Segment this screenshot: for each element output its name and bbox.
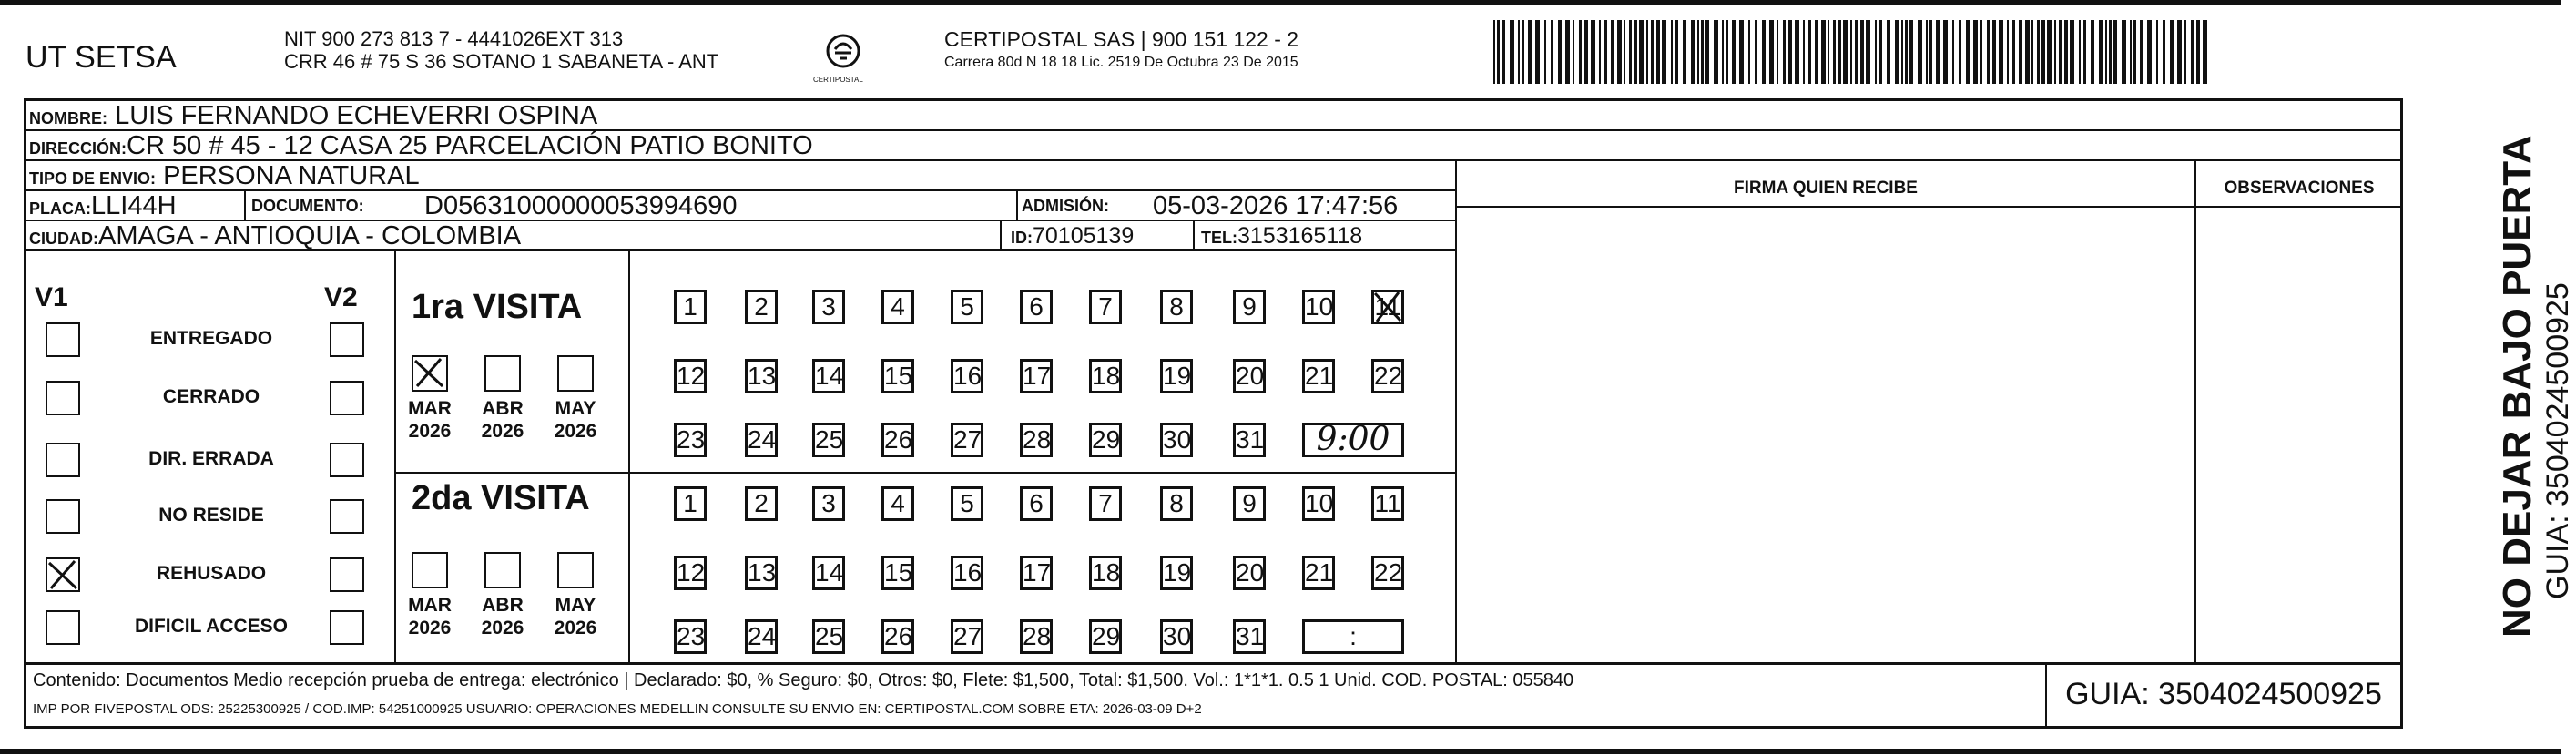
barcode-bar [2012,20,2015,84]
month-label: MAY 2026 [554,398,597,442]
month-checkbox[interactable] [412,552,448,588]
side-guia: GUIA: 3504024500925 [2540,282,2575,599]
day-box[interactable]: 21 [1302,359,1335,393]
barcode-bar [1726,20,1728,84]
day-box[interactable]: 16 [951,359,983,393]
barcode-bar [1936,20,1940,84]
day-box[interactable]: 29 [1089,619,1122,654]
barcode-bar [1528,20,1532,84]
day-box[interactable]: 7 [1089,486,1122,521]
nombre-value: LUIS FERNANDO ECHEVERRI OSPINA [115,101,598,130]
barcode-bar [1929,20,1932,84]
barcode-bar [1905,20,1908,84]
day-box[interactable]: 19 [1160,359,1193,393]
barcode-bar [1855,20,1858,84]
barcode-bar [1788,20,1792,84]
barcode-bar [1901,20,1903,84]
v1-checkbox[interactable] [46,443,80,477]
day-box[interactable]: 5 [951,290,983,324]
barcode-bar [2184,20,2186,84]
guia-number: GUIA: 3504024500925 [2045,662,2400,726]
barcode-bar [1617,20,1622,84]
barcode-bar [1966,20,1970,84]
barcode-bar [2140,20,2143,84]
day-box[interactable]: 31 [1233,619,1266,654]
barcode-bar [1502,20,1505,84]
barcode-bar [1838,20,1841,84]
barcode-bar [1795,20,1799,84]
day-box[interactable]: 22 [1371,359,1404,393]
ciudad-value: AMAGA - ANTIOQUIA - COLOMBIA [98,221,522,250]
certipostal-address: Carrera 80d N 18 18 Lic. 2519 De Octubra 23 De 2015 [944,55,1298,70]
status-label: DIFICIL ACCESO [134,616,288,637]
day-box[interactable]: 31 [1233,423,1266,457]
barcode-bar [1895,20,1899,84]
barcode-bar [2054,20,2056,84]
side-notice [2495,135,2576,638]
day-box[interactable]: 5 [951,486,983,521]
day-box[interactable]: 9 [1233,290,1266,324]
barcode-bar [1992,20,1996,84]
barcode-bar [1705,20,1709,84]
barcode-bar [1522,20,1524,84]
logo-caption: CERTIPOSTAL [813,76,863,84]
barcode-bar [1591,20,1595,84]
status-label: DIR. ERRADA [148,448,274,469]
barcode-bar [1833,20,1836,84]
barcode-bar [1624,20,1625,84]
day-box[interactable]: 23 [674,619,707,654]
day-box[interactable]: 24 [745,423,778,457]
status-label: REHUSADO [156,563,267,584]
sep [1000,221,1002,251]
visit1-title: 1ra VISITA [412,288,583,326]
day-box[interactable]: 6 [1020,290,1053,324]
barcode-bar [1611,20,1614,84]
barcode-bar [2191,20,2194,84]
day-box[interactable]: 27 [951,423,983,457]
day-box[interactable]: 10 [1302,486,1335,521]
sep [244,191,246,221]
day-box[interactable]: 27 [951,619,983,654]
barcode-bar [1843,20,1848,84]
barcode-bar [1551,20,1553,84]
sep [394,472,1455,474]
barcode-bar [2059,20,2062,84]
row-direccion: DIRECCIÓN:CR 50 # 45 - 12 CASA 25 PARCELACIÓN PATIO BONITO [24,131,2403,161]
barcode-bar [1828,20,1829,84]
barcode-bar [1821,20,1826,84]
barcode-bar [2163,20,2165,84]
day-box[interactable]: 11 [1371,290,1404,324]
barcode-bar [1651,20,1654,84]
barcode-bar [1493,20,1495,84]
barcode-bar [1656,20,1660,84]
barcode-bar [1926,20,1928,84]
status-label: NO RESIDE [158,505,264,526]
firma-header: FIRMA QUIEN RECIBE [1734,179,1918,198]
placa-value: LLI44H [91,191,177,220]
sep [1455,161,1457,662]
barcode-bar [2133,20,2136,84]
day-box[interactable]: 21 [1302,556,1335,590]
day-box[interactable]: 26 [881,423,914,457]
day-box[interactable]: 24 [745,619,778,654]
day-box[interactable]: 3 [812,486,845,521]
observaciones-header: OBSERVACIONES [2224,179,2375,198]
day-box[interactable]: 16 [951,556,983,590]
day-box[interactable]: 15 [881,556,914,590]
status-label: CERRADO [162,386,260,407]
barcode-bar [2156,20,2158,84]
day-box[interactable]: 30 [1160,423,1193,457]
barcode-bar [1815,20,1818,84]
company-name: UT SETSA [25,40,177,75]
v1-checkbox[interactable] [46,610,80,645]
day-box[interactable]: 29 [1089,423,1122,457]
barcode [1493,20,2213,84]
barcode-bar [1748,20,1750,84]
day-box[interactable]: 18 [1089,359,1122,393]
day-box[interactable]: 3 [812,290,845,324]
barcode-bar [1959,20,1961,84]
month-checkbox[interactable] [412,355,448,392]
row-placa: PLACA:LLI44H DOCUMENTO: D05631000000053994690 ADMISIÓN: 05-03-2026 17:47:56 [24,191,1456,221]
month-label: MAY 2026 [554,595,597,639]
barcode-bar [1629,20,1632,84]
barcode-bar [2037,20,2040,84]
barcode-bar [1943,20,1948,84]
v2-checkbox[interactable] [330,443,364,477]
barcode-bar [1701,20,1704,84]
barcode-bar [1762,20,1766,84]
day-box[interactable]: 12 [674,359,707,393]
barcode-bar [1918,20,1922,84]
tipo-value: PERSONA NATURAL [163,161,420,190]
day-box[interactable]: 4 [881,290,914,324]
v2-checkbox[interactable] [330,610,364,645]
barcode-bar [1646,20,1648,84]
v1-checkbox[interactable] [46,381,80,415]
day-box[interactable]: 6 [1020,486,1053,521]
barcode-bar [2196,20,2200,84]
barcode-bar [1714,20,1718,84]
barcode-bar [2147,20,2152,84]
sep [1016,191,1018,221]
day-box[interactable]: 17 [1020,556,1053,590]
barcode-bar [2113,20,2117,84]
barcode-bar [1604,20,1607,84]
time-box[interactable]: 9:00 [1302,423,1404,457]
barcode-bar [1732,20,1736,84]
no-dejar-text: NO DEJAR BAJO PUERTA [2495,135,2540,638]
barcode-bar [2019,20,2022,84]
top-rule [0,0,2561,5]
day-box[interactable]: 1 [674,290,707,324]
day-box[interactable]: 17 [1020,359,1053,393]
barcode-bar [2122,20,2126,84]
barcode-bar [1634,20,1637,84]
barcode-bar [1535,20,1540,84]
barcode-bar [2109,20,2112,84]
barcode-bar [1783,20,1786,84]
barcode-bar [1860,20,1864,84]
sep [2194,161,2196,662]
barcode-bar [2105,20,2107,84]
barcode-bar [2177,20,2182,84]
barcode-bar [2070,20,2074,84]
barcode-bar [1510,20,1514,84]
barcode-bar [1565,20,1570,84]
barcode-bar [1866,20,1870,84]
barcode-bar [1739,20,1744,84]
day-box[interactable]: 2 [745,486,778,521]
barcode-bar [1544,20,1546,84]
barcode-bar [1850,20,1852,84]
barcode-bar [1875,20,1877,84]
row-ciudad: CIUDAD:AMAGA - ANTIOQUIA - COLOMBIA ID:70105139 TEL:3153165118 [24,221,1456,251]
v1-header: V1 [35,282,68,312]
v2-checkbox[interactable] [330,322,364,357]
barcode-bar [1675,20,1678,84]
sep [1455,206,2403,208]
barcode-bar [2091,20,2094,84]
day-box[interactable]: 15 [881,359,914,393]
month-label: MAR 2026 [408,398,452,442]
status-label: ENTREGADO [149,328,273,349]
v2-header: V2 [324,282,358,312]
barcode-bar [2041,20,2045,84]
day-box[interactable]: 7 [1089,290,1122,324]
barcode-bar [2007,20,2009,84]
barcode-bar [1671,20,1673,84]
day-box[interactable]: 23 [674,423,707,457]
sep [1193,221,1195,251]
barcode-bar [1755,20,1757,84]
barcode-bar [1683,20,1686,84]
day-box[interactable]: 25 [812,619,845,654]
sep [394,251,396,662]
documento-value: D05631000000053994690 [424,191,738,220]
month-checkbox[interactable] [557,552,594,588]
barcode-bar [1697,20,1699,84]
bottom-rule [0,749,2561,754]
barcode-bar [1584,20,1588,84]
tel-value: 3153165118 [1237,223,1363,249]
barcode-bar [1497,20,1500,84]
barcode-bar [1973,20,1978,84]
row-nombre: NOMBRE: LUIS FERNANDO ECHEVERRI OSPINA [24,101,2403,131]
day-box[interactable]: 12 [674,556,707,590]
month-label: ABR 2026 [481,595,524,639]
day-box[interactable]: 11 [1371,486,1404,521]
visit2-title: 2da VISITA [412,479,590,517]
barcode-bar [1887,20,1890,84]
v1-checkbox[interactable] [46,557,80,592]
barcode-bar [1909,20,1913,84]
barcode-bar [1722,20,1724,84]
barcode-bar [2130,20,2132,84]
day-box[interactable]: 2 [745,290,778,324]
barcode-bar [1980,20,1982,84]
day-box[interactable]: 4 [881,486,914,521]
barcode-bar [1573,20,1574,84]
v1-checkbox[interactable] [46,322,80,357]
day-box[interactable]: 8 [1160,486,1193,521]
day-box[interactable]: 28 [1020,423,1053,457]
barcode-bar [1599,20,1601,84]
company-nit: NIT 900 273 813 7 - 4441026EXT 313 CRR 46 # 75 S 36 SOTANO 1 SABANETA - ANT [284,27,719,73]
month-checkbox[interactable] [557,355,594,392]
barcode-bar [1579,20,1582,84]
admision-value: 05-03-2026 17:47:56 [1153,191,1399,220]
barcode-bar [1691,20,1695,84]
sep [628,251,630,662]
day-box[interactable]: 26 [881,619,914,654]
day-box[interactable]: 28 [1020,619,1053,654]
barcode-bar [2099,20,2103,84]
barcode-bar [2203,20,2207,84]
month-label: MAR 2026 [408,595,452,639]
barcode-bar [1558,20,1562,84]
month-checkbox[interactable] [484,552,521,588]
day-box[interactable]: 1 [674,486,707,521]
barcode-bar [2079,20,2081,84]
row-tipo: TIPO DE ENVIO: PERSONA NATURAL [24,161,1456,191]
day-box[interactable]: 25 [812,423,845,457]
direccion-value: CR 50 # 45 - 12 CASA 25 PARCELACIÓN PATIO BONITO [127,131,813,160]
day-box[interactable]: 14 [812,359,845,393]
barcode-bar [2031,20,2033,84]
day-box[interactable]: 18 [1089,556,1122,590]
barcode-bar [2025,20,2030,84]
certipostal-line: CERTIPOSTAL SAS | 900 151 122 - 2 [944,27,1299,51]
v1-checkbox[interactable] [46,499,80,534]
barcode-bar [1879,20,1882,84]
barcode-bar [1769,20,1774,84]
day-box[interactable]: 20 [1233,359,1266,393]
barcode-bar [1987,20,1990,84]
barcode-bar [2064,20,2068,84]
month-checkbox[interactable] [484,355,521,392]
day-box[interactable]: 22 [1371,556,1404,590]
v2-checkbox[interactable] [330,557,364,592]
day-box[interactable]: 9 [1233,486,1266,521]
barcode-bar [1518,20,1520,84]
day-box[interactable]: 19 [1160,556,1193,590]
footer-print-info: IMP POR FIVEPOSTAL ODS: 25225300925 / COD.IMP: 54251000925 USUARIO: OPERACIONES MEDELLIN CONSULTE SU ENVIO EN: CERTIPOSTAL.COM SOBRE ETA: 2026-03-09 D+2 [33,701,1202,717]
barcode-bar [1808,20,1811,84]
time-box[interactable]: : [1302,619,1404,654]
day-box[interactable]: 13 [745,359,778,393]
barcode-bar [1639,20,1644,84]
barcode-bar [1999,20,2003,84]
footer-contents: Contenido: Documentos Medio recepción prueba de entrega: electrónico | Declarado: $0, % Seguro: $0, Otros: $0, Flete: $1,500, Total: $1,500. Vol.: 1*1*1. 0.5 1 Unid. COD. POSTAL: 055840 [33,670,1574,690]
barcode-bar [1803,20,1805,84]
day-box[interactable]: 10 [1302,290,1335,324]
day-box[interactable]: 30 [1160,619,1193,654]
day-box[interactable]: 20 [1233,556,1266,590]
barcode-bar [2047,20,2052,84]
barcode-bar [2083,20,2086,84]
month-label: ABR 2026 [481,398,524,442]
barcode-bar [2170,20,2174,84]
barcode-bar [1952,20,1954,84]
day-box[interactable]: 8 [1160,290,1193,324]
day-box[interactable]: 13 [745,556,778,590]
barcode-bar [1777,20,1778,84]
v2-checkbox[interactable] [330,381,364,415]
id-value: 70105139 [1033,223,1135,249]
barcode-bar [1662,20,1666,84]
day-box[interactable]: 14 [812,556,845,590]
v2-checkbox[interactable] [330,499,364,534]
certipostal-logo-icon [820,31,867,78]
